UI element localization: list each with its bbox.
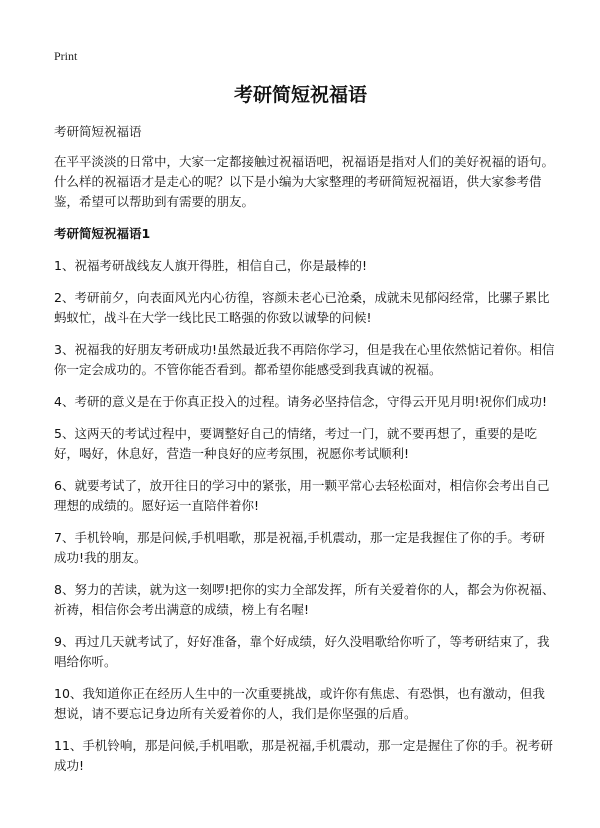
article-subtitle: 考研简短祝福语 [54,124,142,139]
blessing-item-11: 11、手机铃响，那是问候,手机唱歌，那是祝福,手机震动，那一定是握住了你的手。祝考研成功! [54,738,553,773]
blessing-item-10: 10、我知道你正在经历人生中的一次重要挑战，或许你有焦虑、有恐惧，也有激动，但我想说，请不要忘记身边所有关爱着你的人，我们是你坚强的后盾。 [54,686,545,721]
blessing-item-9: 9、再过几天就考试了，好好准备，靠个好成绩，好久没唱歌给你听了，等考研结束了，我唱给你听。 [54,634,550,669]
section-heading: 考研简短祝福语1 [54,226,151,241]
intro-paragraph: 在平平淡淡的日常中，大家一定都接触过祝福语吧，祝福语是指对人们的美好祝福的语句。什么样的祝福语才是走心的呢？以下是小编为大家整理的考研简短祝福语，供大家参考借鉴，希望可以帮助到有需要的朋友。 [54,154,555,209]
blessing-item-1: 1、祝福考研战线友人旗开得胜，相信自己，你是最棒的! [54,258,367,273]
page-title: 考研简短祝福语 [233,84,367,106]
blessing-item-2: 2、考研前夕，向表面风光内心彷徨，容颜未老心已沧桑，成就未见郁闷经常，比骡子累比蚂蚁忙，战斗在大学一线比民工略强的你致以诚挚的问候! [54,290,550,325]
blessing-item-8: 8、努力的苦读，就为这一刻啰!把你的实力全部发挥，所有关爱着你的人，都会为你祝福、祈祷，相信你会考出满意的成绩，榜上有名喔! [54,582,555,617]
blessing-item-4: 4、考研的意义是在于你真正投入的过程。请务必坚持信念，守得云开见月明!祝你们成功! [54,394,547,409]
blessing-list [54,256,555,776]
blessing-item-5: 5、这两天的考试过程中，要调整好自己的情绪，考过一门，就不要再想了，重要的是吃好，喝好，休息好，营造一种良好的应考氛围，祝愿你考试顺利! [54,426,537,461]
blessing-item-6: 6、就要考试了，放开往日的学习中的紧张，用一颗平常心去轻松面对，相信你会考出自己理想的成绩的。愿好运一直陪伴着你! [54,478,550,513]
blessing-item-3: 3、祝福我的好朋友考研成功!虽然最近我不再陪你学习，但是我在心里依然惦记着你。相信你一定会成功的。不管你能否看到。都希望你能感受到我真诚的祝福。 [54,342,555,377]
blessing-item-7: 7、手机铃响，那是问候,手机唱歌，那是祝福,手机震动，那一定是我握住了你的手。考研成功!我的朋友。 [54,530,545,565]
print-link[interactable]: Print [54,49,78,63]
